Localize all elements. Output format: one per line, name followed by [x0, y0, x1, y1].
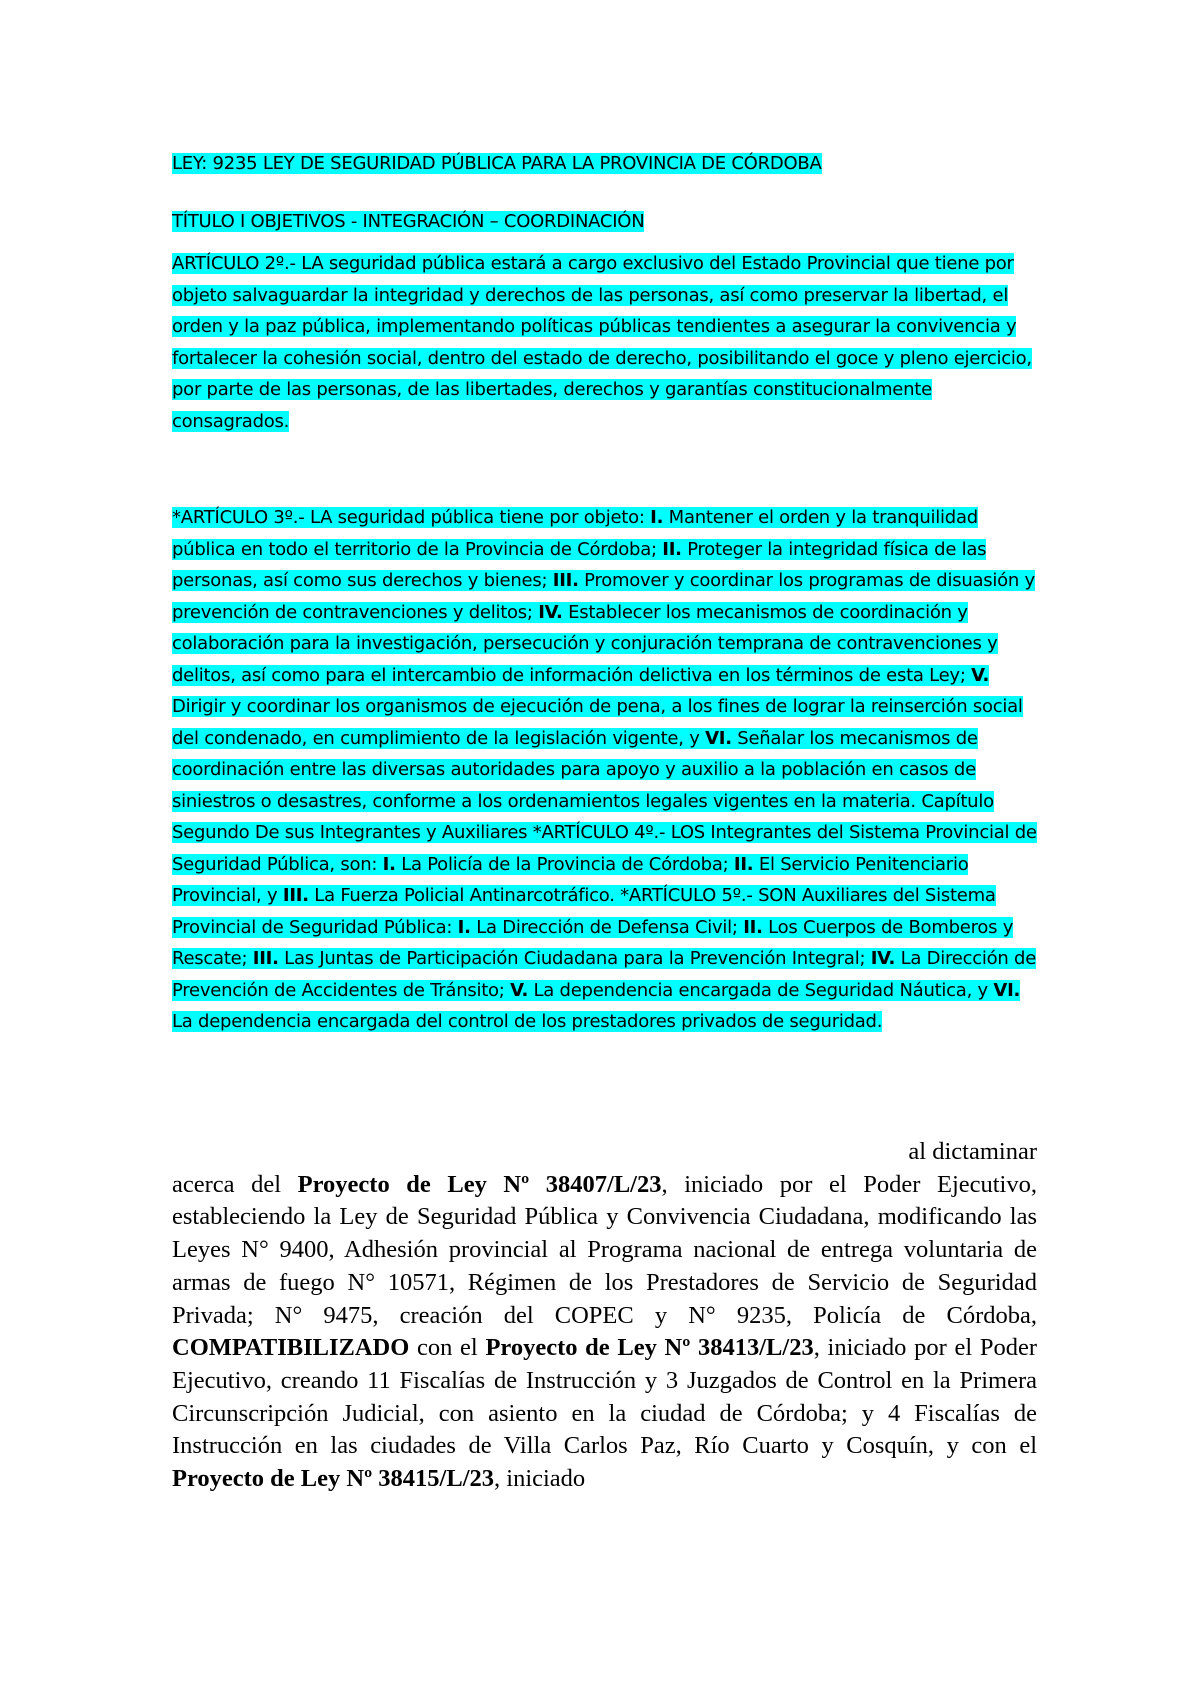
article-run: La Dirección de Defensa Civil;: [470, 916, 744, 938]
title-heading: [172, 206, 644, 238]
article-2-text: ARTÍCULO 2º.- LA seguridad pública estará a cargo exclusivo del Estado Provincial que tiene por objeto salvaguardar la integridad y derechos de las personas, así como preservar la libertad, el orden y la paz pública, implementando políticas públicas tendientes a asegurar la convivencia y fortalecer la cohesión social, dentro del estado de derecho, posibilitando el goce y pleno ejercicio, por parte de las personas, de las libertades, derechos y garantías constitucionalmente consagrados.: [172, 253, 1032, 432]
dictamen-paragraph: [172, 1136, 1037, 1496]
law-title: [172, 148, 822, 180]
numeral-label: II.: [733, 853, 754, 875]
numeral-label: III.: [282, 885, 309, 906]
numeral-label: VI.: [705, 727, 732, 749]
bold-reference: Proyecto de Ley Nº 38407/L/23: [297, 1170, 662, 1198]
article-run: Las Juntas de Participación Ciudadana para la Prevención Integral;: [278, 948, 871, 969]
article-run: Proteger la integridad física de las personas, así como sus derechos y bienes;: [172, 538, 987, 591]
article-run: La Policía de la Provincia de Córdoba;: [395, 853, 734, 875]
numeral-label: I.: [382, 853, 396, 875]
title-heading-text: TÍTULO I OBJETIVOS - INTEGRACIÓN – COORDINACIÓN: [172, 211, 645, 232]
dictamen-run: , iniciado: [494, 1465, 586, 1493]
article-3-5: [172, 502, 1037, 1038]
dictamen-run: con el: [409, 1334, 486, 1362]
article-3-5-text: [172, 507, 1037, 1032]
bold-reference: Proyecto de Ley Nº 38413/L/23: [485, 1334, 814, 1362]
dictamen-run: , iniciado por el Poder Ejecutivo, creando 11 Fiscalías de Instrucción y 3 Juzgados de Control en la Primera Circunscripción Judicial, con asiento en la ciudad de Córdoba; y 4 Fiscalías de Instrucción en las ciudades de Villa Carlos Paz, Río Cuarto y Cosquín, y con el: [172, 1334, 1037, 1460]
numeral-label: IV.: [870, 948, 896, 969]
numeral-label: V.: [971, 664, 990, 686]
dictamen-body: [172, 1171, 1037, 1492]
article-run: Señalar los mecanismos de coordinación entre las diversas autoridades para apoyo y auxilio a la población en casos de siniestros o desastres, conforme a los ordenamientos legales vigentes en la materia. Capítulo Segundo De sus Integrantes y Auxiliares *ARTÍCULO 4º.- LOS Integrantes del Sistema Provincial de Seguridad Pública, son:: [172, 727, 1037, 875]
article-run: *ARTÍCULO 3º.- LA seguridad pública tiene por objeto:: [172, 507, 651, 528]
law-title-text: LEY: 9235 LEY DE SEGURIDAD PÚBLICA PARA LA PROVINCIA DE CÓRDOBA: [172, 153, 822, 174]
article-run: Promover y coordinar los programas de disuasión y prevención de contravenciones y delitos;: [172, 570, 1035, 623]
dictamen-run: , iniciado por el Poder Ejecutivo, estableciendo la Ley de Seguridad Pública y Convivencia Ciudadana, modificando las Leyes N° 9400, Adhesión provincial al Programa nacional de entrega voluntaria de armas de fuego N° 10571, Régimen de los Prestadores de Servicio de Seguridad Privada; N° 9475, creación del COPEC y N° 9235, Policía de Córdoba,: [172, 1170, 1037, 1329]
bold-reference: Proyecto de Ley Nº 38415/L/23: [172, 1465, 495, 1493]
dictamen-intro: al dictaminar: [908, 1138, 1037, 1165]
article-run: La dependencia encargada del control de los prestadores privados de seguridad.: [172, 1011, 883, 1032]
numeral-label: I.: [650, 507, 664, 528]
article-run: La Dirección de Prevención de Accidentes de Tránsito;: [172, 948, 1037, 1001]
article-run: El Servicio Penitenciario Provincial, y: [172, 853, 969, 906]
article-run: Dirigir y coordinar los organismos de ejecución de pena, a los fines de lograr la reinserción social del condenado, en cumplimiento de la legislación vigente, y: [172, 696, 1023, 749]
article-run: Los Cuerpos de Bomberos y Rescate;: [172, 916, 1014, 969]
numeral-label: II.: [662, 538, 682, 560]
numeral-label: III.: [552, 570, 579, 591]
article-run: La dependencia encargada de Seguridad Náutica, y: [528, 979, 994, 1001]
article-run: Establecer los mecanismos de coordinación y colaboración para la investigación, persecución y conjuración temprana de contravenciones y delitos, así como para el intercambio de información delictiva en los términos de esta Ley;: [172, 601, 998, 686]
bold-reference: COMPATIBILIZADO: [172, 1334, 410, 1362]
article-run: La Fuerza Policial Antinarcotráfico. *ARTÍCULO 5º.- SON Auxiliares del Sistema Provincial de Seguridad Pública:: [172, 885, 996, 938]
numeral-label: II.: [743, 916, 763, 938]
numeral-label: V.: [510, 979, 529, 1001]
numeral-label: III.: [252, 948, 279, 969]
dictamen-run: acerca del: [172, 1170, 298, 1198]
article-2: [172, 248, 1037, 437]
numeral-label: IV.: [538, 601, 563, 623]
article-run: Mantener el orden y la tranquilidad pública en todo el territorio de la Provincia de Córdoba;: [172, 507, 978, 560]
numeral-label: VI.: [993, 979, 1021, 1001]
numeral-label: I.: [457, 916, 471, 938]
